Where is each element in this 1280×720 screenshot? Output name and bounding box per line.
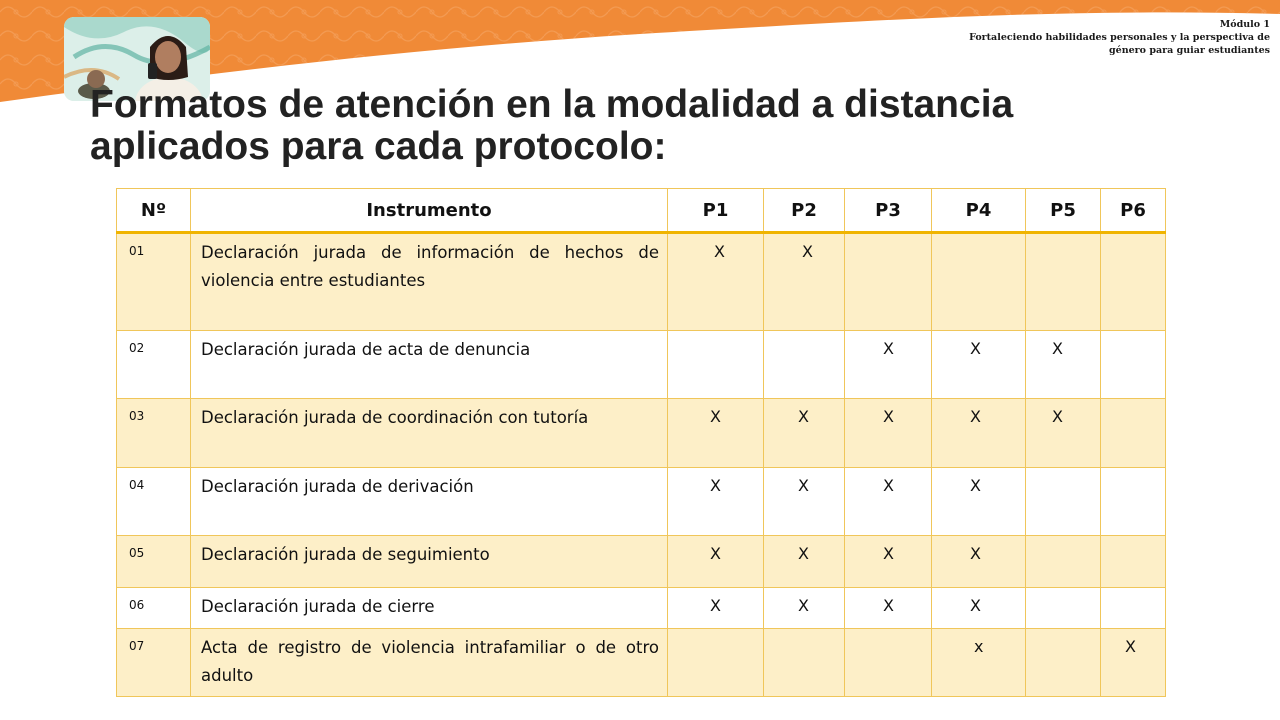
row-instrument: Declaración jurada de acta de denuncia xyxy=(191,331,668,399)
cell-p5 xyxy=(1026,536,1101,588)
row-instrument: Declaración jurada de cierre xyxy=(191,588,668,629)
cell-p4: X xyxy=(932,331,1026,399)
row-number: 07 xyxy=(117,629,191,697)
cell-p1: X xyxy=(668,233,764,331)
cell-p6 xyxy=(1101,468,1166,536)
cell-p1: X xyxy=(668,588,764,629)
table-row xyxy=(117,399,1166,468)
cell-p4: X xyxy=(932,536,1026,588)
cell-p2: X xyxy=(764,468,845,536)
table-row xyxy=(117,468,1166,536)
cell-p2: X xyxy=(764,588,845,629)
slide-title xyxy=(90,84,1210,168)
header-p1: P1 xyxy=(668,189,764,233)
row-number: 02 xyxy=(117,331,191,399)
cell-p4: X xyxy=(932,468,1026,536)
cell-p6: X xyxy=(1101,629,1166,697)
cell-p6 xyxy=(1101,331,1166,399)
row-instrument: Acta de registro de violencia intrafamiliar o de otro adulto xyxy=(191,629,668,697)
header-p2: P2 xyxy=(764,189,845,233)
row-instrument: Declaración jurada de seguimiento xyxy=(191,536,668,588)
cell-p5: X xyxy=(1026,399,1101,468)
row-instrument: Declaración jurada de coordinación con tutoría xyxy=(191,399,668,468)
slide-title-line1: Formatos de atención en la modalidad a distancia xyxy=(90,83,1014,126)
cell-p5: X xyxy=(1026,331,1101,399)
module-subtitle-line1: Fortaleciendo habilidades personales y la perspectiva de xyxy=(969,32,1270,43)
module-info xyxy=(890,18,1270,57)
header-p5: P5 xyxy=(1026,189,1101,233)
cell-p5 xyxy=(1026,588,1101,629)
row-instrument: Declaración jurada de derivación xyxy=(191,468,668,536)
cell-p6 xyxy=(1101,588,1166,629)
cell-p3: X xyxy=(845,468,932,536)
header-p3: P3 xyxy=(845,189,932,233)
slide-title-line2: aplicados para cada protocolo: xyxy=(90,125,667,168)
header-p4: P4 xyxy=(932,189,1026,233)
row-number: 03 xyxy=(117,399,191,468)
table-row xyxy=(117,331,1166,399)
cell-p5 xyxy=(1026,629,1101,697)
cell-p3 xyxy=(845,233,932,331)
header-number: Nº xyxy=(117,189,191,233)
cell-p2 xyxy=(764,331,845,399)
row-number: 01 xyxy=(117,233,191,331)
cell-p2 xyxy=(764,629,845,697)
cell-p4: X xyxy=(932,588,1026,629)
module-number: Módulo 1 xyxy=(1219,19,1270,30)
cell-p2: X xyxy=(764,536,845,588)
cell-p2: X xyxy=(764,399,845,468)
cell-p1 xyxy=(668,629,764,697)
cell-p1: X xyxy=(668,468,764,536)
cell-p3: X xyxy=(845,536,932,588)
header-p6: P6 xyxy=(1101,189,1166,233)
table-header-row xyxy=(117,189,1166,233)
row-instrument: Declaración jurada de información de hechos de violencia entre estudiantes xyxy=(191,233,668,331)
cell-p3: X xyxy=(845,588,932,629)
module-subtitle-line2: género para guiar estudiantes xyxy=(1109,45,1270,56)
cell-p1: X xyxy=(668,399,764,468)
header-instrument: Instrumento xyxy=(191,189,668,233)
table-row xyxy=(117,588,1166,629)
cell-p3: X xyxy=(845,331,932,399)
cell-p2: X xyxy=(764,233,845,331)
cell-p5 xyxy=(1026,233,1101,331)
protocol-table xyxy=(116,188,1166,697)
cell-p4: x xyxy=(932,629,1026,697)
cell-p5 xyxy=(1026,468,1101,536)
cell-p6 xyxy=(1101,536,1166,588)
table-row xyxy=(117,233,1166,331)
cell-p6 xyxy=(1101,233,1166,331)
cell-p3: X xyxy=(845,399,932,468)
row-number: 06 xyxy=(117,588,191,629)
cell-p6 xyxy=(1101,399,1166,468)
cell-p4 xyxy=(932,233,1026,331)
row-number: 05 xyxy=(117,536,191,588)
table-row xyxy=(117,536,1166,588)
cell-p1: X xyxy=(668,536,764,588)
table-row xyxy=(117,629,1166,697)
cell-p3 xyxy=(845,629,932,697)
cell-p1 xyxy=(668,331,764,399)
row-number: 04 xyxy=(117,468,191,536)
cell-p4: X xyxy=(932,399,1026,468)
